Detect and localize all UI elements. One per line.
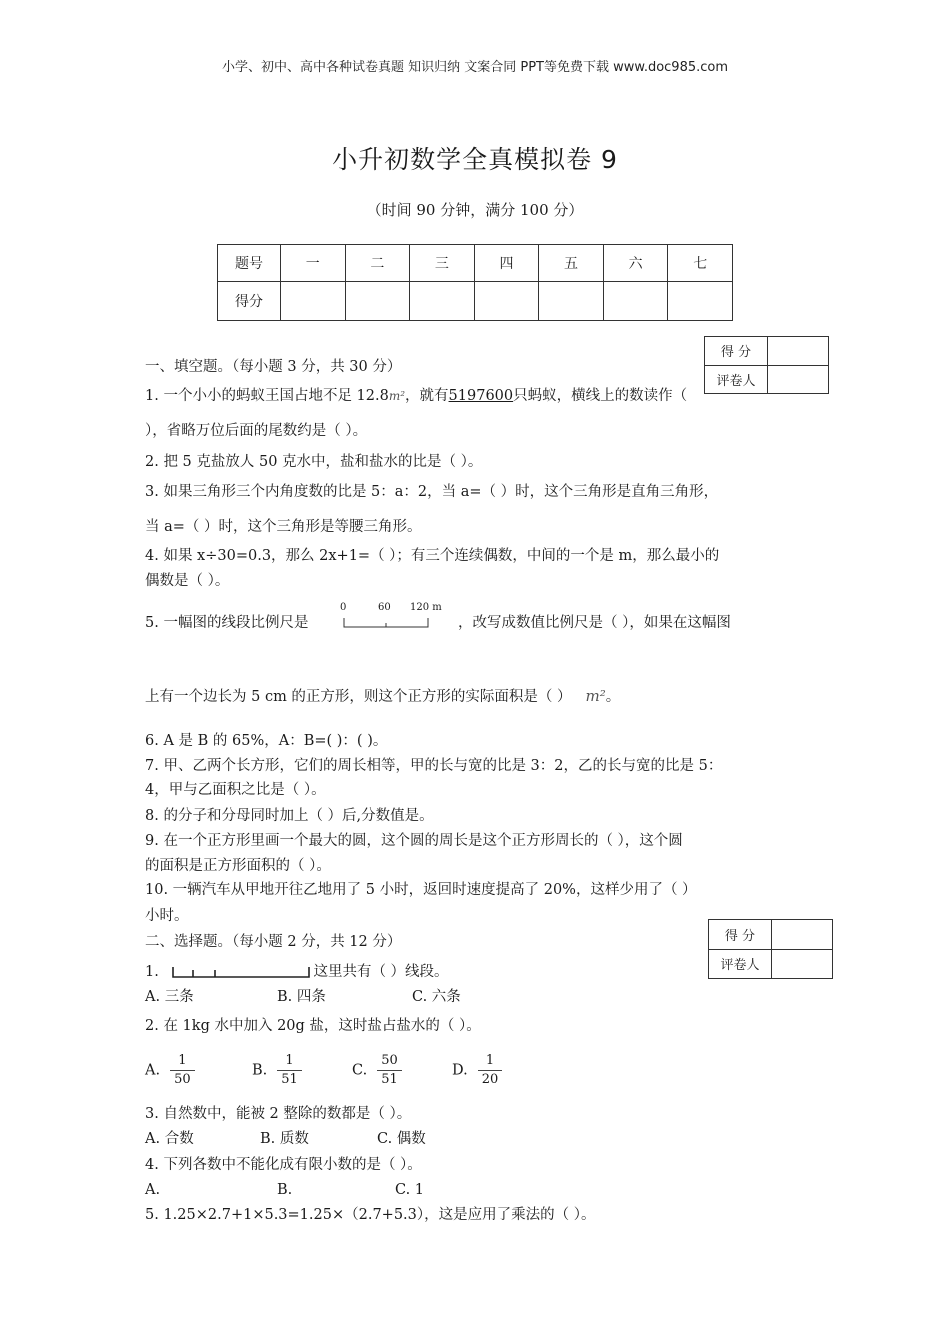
square-meter-unit: m² [388,389,406,403]
choice-question-2: 2. 在 1kg 水中加入 20g 盐，这时盐占盐水的（ ）。 [145,1018,481,1034]
score-table-col: 六 [603,245,668,282]
question-5-cont: 上有一个边长为 5 cm 的正方形，则这个正方形的实际面积是（ ） m²。 [145,687,621,705]
question-9: 9. 在一个正方形里画一个最大的圆，这个圆的周长是这个正方形周长的（ ），这个圆 [145,833,683,849]
choice-option: A. [145,1182,161,1198]
exam-subtitle: （时间 90 分钟，满分 100 分） [366,201,584,219]
question-3-cont: 当 a=（ ）时，这个三角形是等腰三角形。 [145,519,422,535]
scale-label: 120 m [410,602,442,613]
score-cell [474,282,539,321]
score-table-col: 一 [281,245,346,282]
question-7-cont: 4，甲与乙面积之比是（ ）。 [145,782,326,798]
ant-count: 5197600 [448,388,514,404]
question-8: 8. 的分子和分母同时加上（ ）后,分数值是。 [145,808,434,824]
site-header: 小学、初中、高中各种试卷真题 知识归纳 文案合同 PPT等免费下载 www.doc985.com [221,60,729,75]
scale-label: 0 [340,602,347,613]
score-table-col: 三 [410,245,475,282]
question-5-mid: ，改写成数值比例尺是（ ），如果在这幅图 [458,615,731,631]
score-cell [281,282,346,321]
question-4-cont: 偶数是（ ）。 [145,573,230,589]
choice-option: C. 1 [395,1182,425,1198]
scale-label: 60 [378,602,391,613]
choice-question-4: 4. 下列各数中不能化成有限小数的是（ ）。 [145,1157,422,1173]
choice-option: B. 质数 [260,1131,309,1147]
section1-heading: 一、填空题。（每小题 3 分，共 30 分） [145,359,402,375]
choice-option: A. 合数 [145,1131,194,1147]
question-1-cont: ），省略万位后面的尾数约是（ ）。 [145,423,368,439]
scale-bar-line [340,616,432,630]
choice-question-3: 3. 自然数中，能被 2 整除的数都是（ ）。 [145,1106,412,1122]
question-4: 4. 如果 x÷30=0.3，那么 2x+1=（ ）；有三个连续偶数，中间的一个是 m，那么最小的 [145,548,720,564]
score-cell [668,282,733,321]
choice-option: C. 偶数 [377,1131,426,1147]
grader-box [704,336,829,394]
grader-name-label: 评卷人 [709,949,772,979]
question-3: 3. 如果三角形三个内角度数的比是 5：a：2，当 a=（ ）时，这个三角形是直角三角形， [145,484,719,500]
score-cell [603,282,668,321]
choice-option: A. 三条 [145,989,194,1005]
fraction-option: D. $\frac{1}{20}$ [452,1052,502,1089]
choice-option: C. 六条 [412,989,461,1005]
score-table-col: 七 [668,245,733,282]
grader-name-label: 评卷人 [705,365,768,394]
score-cell [345,282,410,321]
question-10-cont: 小时。 [145,908,189,924]
question-5: 5. 一幅图的线段比例尺是 [145,615,309,631]
score-table-score-label: 得分 [218,282,281,321]
score-table-col: 二 [345,245,410,282]
score-table-header-label: 题号 [218,245,281,282]
choice-option: B. 四条 [277,989,326,1005]
square-meter-unit: m² [585,687,606,705]
fraction-option: C. $\frac{50}{51}$ [352,1052,402,1089]
score-table-col: 四 [474,245,539,282]
question-7: 7. 甲、乙两个长方形，它们的周长相等，甲的长与宽的比是 3：2，乙的长与宽的比是 5： [145,758,723,774]
choice-option: B. [277,1182,293,1198]
choice-question-1: 1. 这里共有（ ）线段。 [145,964,449,980]
question-2: 2. 把 5 克盐放人 50 克水中，盐和盐水的比是（ ）。 [145,454,483,470]
question-10: 10. 一辆汽车从甲地开往乙地用了 5 小时，返回时速度提高了 20%，这样少用了（ ） [145,882,697,898]
question-6: 6. A 是 B 的 65%，A：B=( )：( )。 [145,733,388,749]
choice-question-5: 5. 1.25×2.7+1×5.3=1.25×（2.7+5.3），这是应用了乘法的（ ）。 [145,1207,596,1223]
score-cell [539,282,604,321]
segment-diagram [171,964,311,980]
page-title: 小升初数学全真模拟卷 9 [332,145,618,174]
grader-score-label: 得 分 [709,920,772,950]
question-1: 1. 一个小小的蚂蚁王国占地不足 12.8m²，就有5197600只蚂蚁，横线上的数读作（ [145,388,688,404]
grader-box [708,919,833,979]
scale-bar [340,602,440,632]
section2-heading: 二、选择题。（每小题 2 分，共 12 分） [145,934,402,950]
fraction-option: B. $\frac{1}{51}$ [252,1052,302,1089]
question-9-cont: 的面积是正方形面积的（ ）。 [145,858,331,874]
score-table-col: 五 [539,245,604,282]
score-table [217,244,733,321]
grader-score-label: 得 分 [705,337,768,366]
fraction-option: A. $\frac{1}{50}$ [145,1052,195,1089]
score-cell [410,282,475,321]
